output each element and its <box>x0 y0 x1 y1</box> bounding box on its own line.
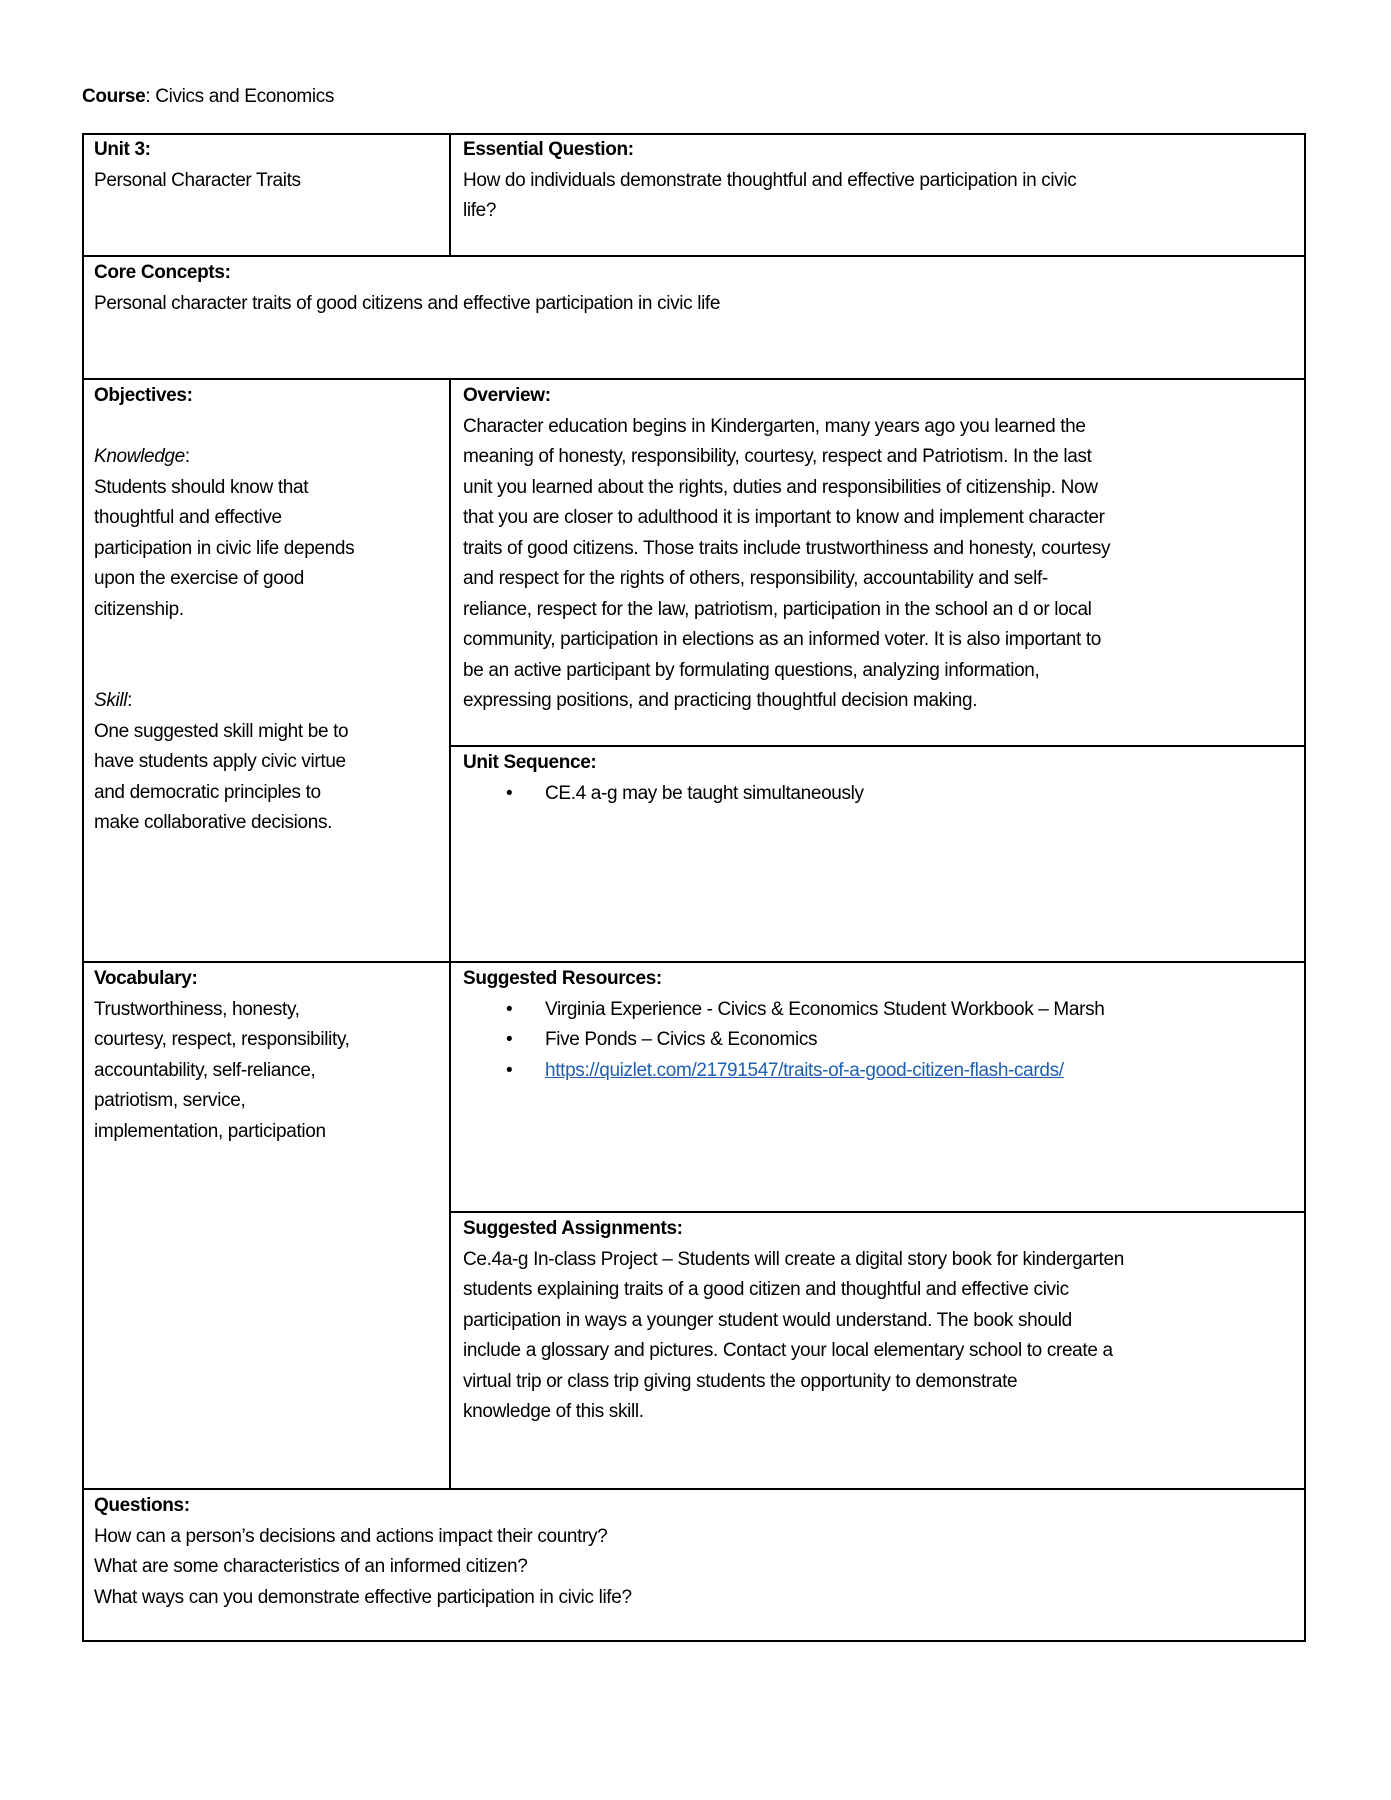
table-border-bottom <box>82 1640 1306 1642</box>
table-border-left <box>82 133 84 1642</box>
question-line: How can a person’s decisions and actions impact their country? <box>94 1525 608 1547</box>
overview-cell <box>451 381 1304 717</box>
overview-line: expressing positions, and practicing thoughtful decision making. <box>463 690 978 711</box>
knowledge-label: Knowledge <box>94 446 185 467</box>
essential-question-line: life? <box>463 200 497 221</box>
essential-question-heading: Essential Question: <box>463 139 634 160</box>
resource-text: Virginia Experience - Civics & Economics Student Workbook – Marsh <box>545 998 1105 1020</box>
vocabulary-line: implementation, participation <box>94 1120 326 1142</box>
essential-question-line: How do individuals demonstrate thoughtful and effective participation in civic <box>463 169 1077 191</box>
row-divider-2 <box>82 378 1306 380</box>
skill-line: One suggested skill might be to <box>94 720 349 742</box>
overview-line: traits of good citizens. Those traits include trustworthiness and honesty, courtesy <box>463 537 1111 559</box>
knowledge-label-line: Knowledge: <box>94 446 190 467</box>
suggested-assignments-cell <box>451 1214 1304 1428</box>
vocabulary-line: Trustworthiness, honesty, <box>94 998 300 1020</box>
overview-line: be an active participant by formulating questions, analyzing information, <box>463 659 1040 681</box>
assignment-line: virtual trip or class trip giving students the opportunity to demonstrate <box>463 1370 1018 1392</box>
assignment-line: include a glossary and pictures. Contact your local elementary school to create a <box>463 1340 1113 1361</box>
skill-line: make collaborative decisions. <box>94 812 333 833</box>
row-divider-4 <box>82 1488 1306 1490</box>
assignment-line: participation in ways a younger student would understand. The book should <box>463 1309 1072 1331</box>
spacer <box>94 412 449 443</box>
course-line <box>82 82 334 113</box>
skill-line: and democratic principles to <box>94 781 321 803</box>
unit-sequence-heading: Unit Sequence: <box>463 752 597 773</box>
objectives-cell <box>82 381 449 839</box>
row-divider-1 <box>82 255 1306 257</box>
vocabulary-line: patriotism, service, <box>94 1090 246 1111</box>
questions-cell <box>82 1491 1304 1613</box>
unit-sequence-cell <box>451 748 1304 809</box>
overview-line: and respect for the rights of others, responsibility, accountability and self- <box>463 568 1048 589</box>
unit-sequence-list <box>463 779 1304 810</box>
overview-line: meaning of honesty, responsibility, courtesy, respect and Patriotism. In the last <box>463 446 1092 467</box>
overview-line: that you are closer to adulthood it is important to know and implement character <box>463 507 1105 528</box>
knowledge-line: participation in civic life depends <box>94 537 355 559</box>
skill-label: Skill <box>94 690 128 711</box>
assignment-line: Ce.4a-g In-class Project – Students will create a digital story book for kindergarten <box>463 1248 1124 1270</box>
list-item <box>463 1025 1304 1056</box>
resource-text: Five Ponds – Civics & Economics <box>545 1029 818 1050</box>
overview-heading: Overview: <box>463 385 551 406</box>
core-concepts-heading: Core Concepts: <box>94 262 231 283</box>
course-separator: : <box>145 86 156 107</box>
spacer <box>94 656 449 687</box>
questions-heading: Questions: <box>94 1495 190 1516</box>
overview-line: unit you learned about the rights, duties and responsibilities of citizenship. Now <box>463 476 1098 498</box>
knowledge-line: thoughtful and effective <box>94 507 282 528</box>
overview-line: community, participation in elections as an informed voter. It is also important to <box>463 629 1102 650</box>
list-item <box>463 995 1304 1026</box>
overview-line: reliance, respect for the law, patriotism, participation in the school an d or local <box>463 598 1092 620</box>
core-concepts-text: Personal character traits of good citizens and effective participation in civic life <box>94 292 721 314</box>
vocabulary-cell <box>82 964 449 1147</box>
list-item <box>463 1056 1304 1087</box>
resources-list <box>463 995 1304 1087</box>
skill-label-line: Skill: <box>94 690 133 711</box>
subdivider-resources-assignments <box>450 1211 1306 1213</box>
bullet-icon: • <box>506 998 513 1020</box>
unit-plan-table <box>82 133 1306 1642</box>
assignment-line: students explaining traits of a good citizen and thoughtful and effective civic <box>463 1279 1069 1300</box>
bullet-icon: • <box>506 1029 513 1050</box>
quizlet-link[interactable]: https://quizlet.com/21791547/traits-of-a-good-citizen-flash-cards/ <box>545 1059 1064 1081</box>
bullet-icon: • <box>506 1059 513 1081</box>
vocabulary-line: accountability, self-reliance, <box>94 1059 316 1081</box>
skill-line: have students apply civic virtue <box>94 751 346 772</box>
suggested-resources-heading: Suggested Resources: <box>463 968 662 989</box>
bullet-icon: • <box>506 782 513 804</box>
core-concepts-cell <box>82 258 1304 319</box>
course-label: Course <box>82 86 146 107</box>
knowledge-line: Students should know that <box>94 476 309 498</box>
suggested-resources-cell <box>451 964 1304 1086</box>
list-item <box>463 779 1304 810</box>
list-item-text: CE.4 a-g may be taught simultaneously <box>545 782 864 804</box>
unit-title: Personal Character Traits <box>94 169 301 191</box>
vocabulary-heading: Vocabulary: <box>94 968 198 989</box>
suggested-assignments-heading: Suggested Assignments: <box>463 1218 683 1239</box>
knowledge-line: citizenship. <box>94 598 184 620</box>
unit-cell <box>82 135 449 196</box>
assignment-line: knowledge of this skill. <box>463 1401 644 1422</box>
question-line: What ways can you demonstrate effective participation in civic life? <box>94 1586 632 1608</box>
question-line: What are some characteristics of an informed citizen? <box>94 1556 528 1577</box>
unit-heading: Unit 3: <box>94 139 151 160</box>
row-divider-3 <box>82 961 1306 963</box>
table-border-right <box>1304 133 1306 1642</box>
overview-line: Character education begins in Kindergarten, many years ago you learned the <box>463 415 1086 437</box>
objectives-heading: Objectives: <box>94 385 193 406</box>
vocabulary-line: courtesy, respect, responsibility, <box>94 1029 350 1050</box>
subdivider-overview-sequence <box>450 745 1306 747</box>
spacer <box>94 625 449 656</box>
course-value: Civics and Economics <box>155 86 335 107</box>
knowledge-line: upon the exercise of good <box>94 568 304 589</box>
essential-question-cell <box>451 135 1304 227</box>
